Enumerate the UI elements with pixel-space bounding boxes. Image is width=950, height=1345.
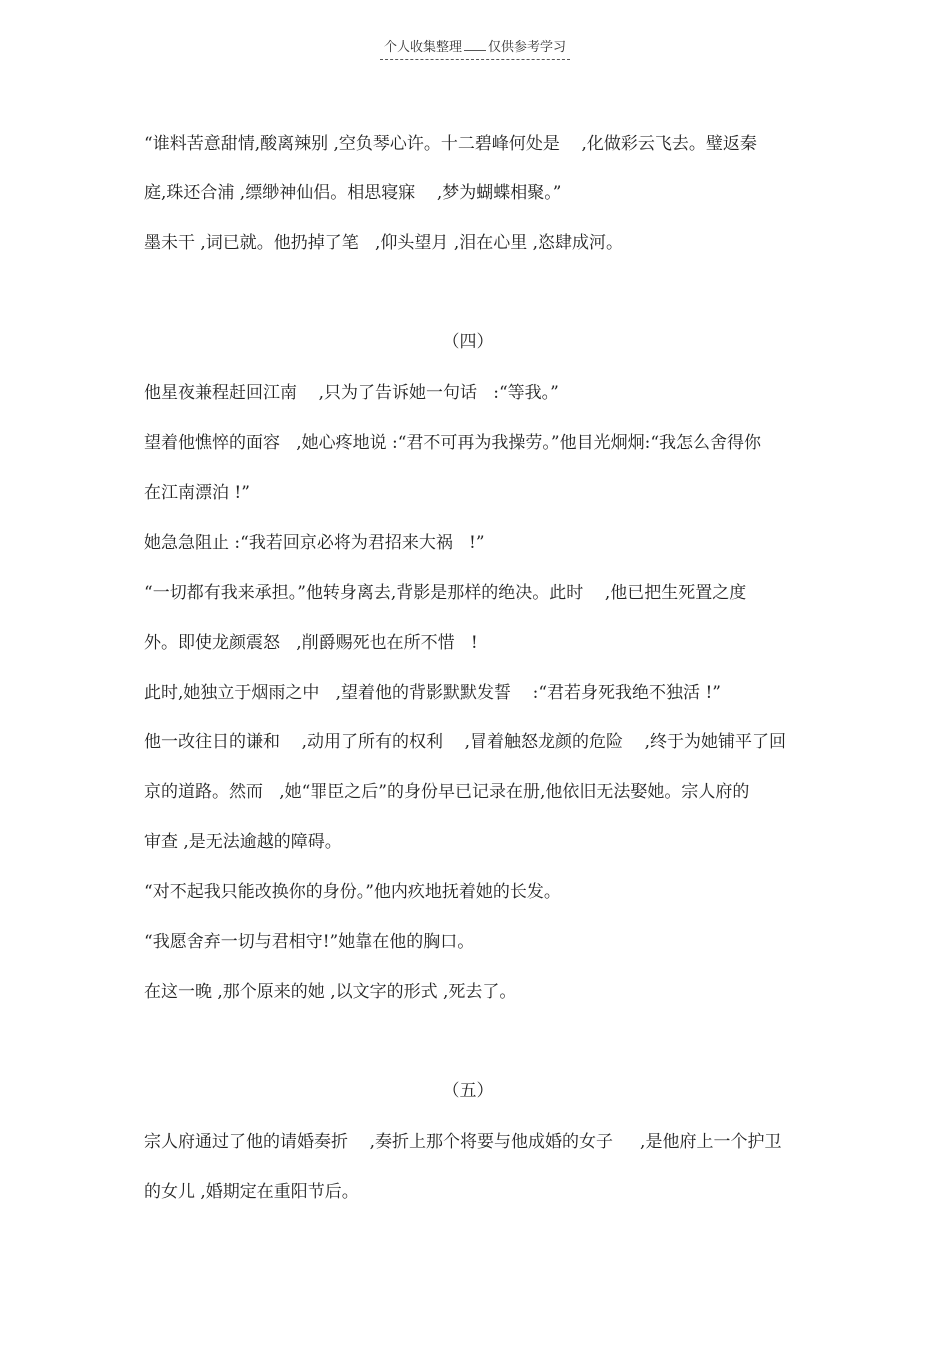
paragraph-line: 此时,她独立于烟雨之中 ,望着他的背影默默发誓 :“君若身死我绝不独活 !” (144, 683, 721, 703)
paragraph-line: 他一改往日的谦和 ,动用了所有的权利 ,冒着触怒龙颜的危险 ,终于为她铺平了回 (144, 732, 787, 752)
paragraph-line: 庭,珠还合浦 ,缥缈神仙侣。相思寝寐 ,梦为蝴蝶相聚。” (144, 183, 562, 203)
paragraph-line: 宗人府通过了他的请婚奏折 ,奏折上那个将要与他成婚的女子 ,是他府上一个护卫 (144, 1132, 782, 1152)
paragraph-line: 外。即使龙颜震怒 ,削爵赐死也在所不惜 ! (144, 633, 478, 653)
paragraph-line: 的女儿 ,婚期定在重阳节后。 (144, 1182, 359, 1202)
section-heading-5: （五） (442, 1081, 494, 1101)
paragraph-line: 京的道路。然而 ,她“罪臣之后”的身份早已记录在册,他依旧无法娶她。宗人府的 (144, 782, 750, 802)
paragraph-line: 他星夜兼程赶回江南 ,只为了告诉她一句话 :“等我。” (144, 383, 559, 403)
paragraph-line: 审查 ,是无法逾越的障碍。 (144, 832, 342, 852)
header-separator (464, 50, 486, 51)
header-left-text: 个人收集整理 (384, 40, 463, 55)
paragraph-line: “我愿舍弃一切与君相守!”她靠在他的胸口。 (144, 932, 475, 952)
paragraph-line: “对不起我只能改换你的身份。”他内疚地抚着她的长发。 (144, 882, 561, 902)
paragraph-line: 墨未干 ,词已就。他扔掉了笔 ,仰头望月 ,泪在心里 ,恣肆成河。 (144, 233, 624, 253)
paragraph-line: “一切都有我来承担。”他转身离去,背影是那样的绝决。此时 ,他已把生死置之度 (144, 583, 747, 603)
page-header (380, 40, 570, 60)
paragraph-line: 望着他憔悴的面容 ,她心疼地说 :“君不可再为我操劳。”他目光炯炯:“我怎么舍得你 (144, 433, 762, 453)
header-right-text: 仅供参考学习 (488, 40, 567, 55)
paragraph-line: 她急急阻止 :“我若回京必将为君招来大祸 !” (144, 533, 485, 553)
paragraph-line: “谁料苦意甜情,酸离辣别 ,空负琴心许。十二碧峰何处是 ,化做彩云飞去。璧返秦 (144, 134, 757, 154)
paragraph-line: 在江南漂泊 !” (144, 483, 250, 503)
section-heading-4: （四） (442, 332, 494, 352)
paragraph-line: 在这一晚 ,那个原来的她 ,以文字的形式 ,死去了。 (144, 982, 517, 1002)
